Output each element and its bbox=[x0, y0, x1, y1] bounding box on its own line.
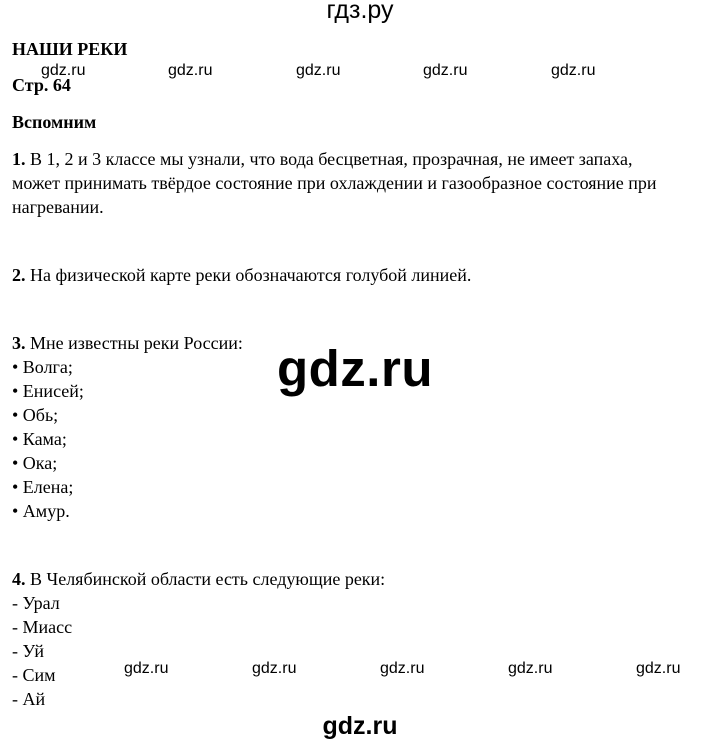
answer-number: 3. bbox=[12, 333, 26, 353]
rivers-russia-list bbox=[12, 355, 84, 523]
page-number: Стр. 64 bbox=[12, 75, 71, 95]
answer-text-line: может принимать твёрдое состояние при охлаждении и газообразное состояние при bbox=[12, 173, 657, 193]
answer-number: 1. bbox=[12, 149, 26, 169]
watermark: gdz.ru bbox=[423, 62, 468, 79]
list-item: • Амур. bbox=[12, 501, 70, 521]
list-item: • Волга; bbox=[12, 357, 73, 377]
list-item: - Миасс bbox=[12, 617, 73, 637]
watermark: gdz.ru bbox=[636, 660, 681, 677]
watermark: gdz.ru bbox=[124, 660, 169, 677]
watermark: gdz.ru bbox=[380, 660, 425, 677]
answer-number: 2. bbox=[12, 265, 26, 285]
list-item: - Сим bbox=[12, 665, 56, 685]
site-footer: gdz.ru bbox=[322, 712, 398, 740]
answer-text-line: нагревании. bbox=[12, 197, 104, 217]
answer-text: В 1, 2 и 3 классе мы узнали, что вода бесцветная, прозрачная, не имеет запаха, bbox=[30, 149, 633, 169]
answer-2 bbox=[12, 263, 471, 287]
site-header: гдз.ру bbox=[326, 0, 394, 24]
section-heading: Вспомним bbox=[12, 112, 97, 132]
list-item: - Ай bbox=[12, 689, 46, 709]
watermark: gdz.ru bbox=[296, 62, 341, 79]
watermark: gdz.ru bbox=[551, 62, 596, 79]
watermark-large: gdz.ru bbox=[277, 340, 433, 397]
watermark: gdz.ru bbox=[168, 62, 213, 79]
watermark: gdz.ru bbox=[508, 660, 553, 677]
page-title: НАШИ РЕКИ bbox=[12, 39, 128, 59]
answer-1 bbox=[12, 147, 657, 219]
list-item: - Уй bbox=[12, 641, 44, 661]
list-item: • Енисей; bbox=[12, 381, 84, 401]
answer-text: На физической карте реки обозначаются голубой линией. bbox=[30, 265, 472, 285]
answer-text: В Челябинской области есть следующие реки: bbox=[30, 569, 386, 589]
watermark: gdz.ru bbox=[41, 62, 86, 79]
list-item: - Урал bbox=[12, 593, 60, 613]
answer-text: Мне известны реки России: bbox=[30, 333, 243, 353]
list-item: • Кама; bbox=[12, 429, 67, 449]
list-item: • Обь; bbox=[12, 405, 59, 425]
list-item: • Ока; bbox=[12, 453, 58, 473]
answer-4 bbox=[12, 567, 385, 591]
watermark: gdz.ru bbox=[252, 660, 297, 677]
rivers-chelyabinsk-list bbox=[12, 591, 72, 711]
answer-3 bbox=[12, 331, 243, 355]
list-item: • Елена; bbox=[12, 477, 74, 497]
answer-number: 4. bbox=[12, 569, 26, 589]
